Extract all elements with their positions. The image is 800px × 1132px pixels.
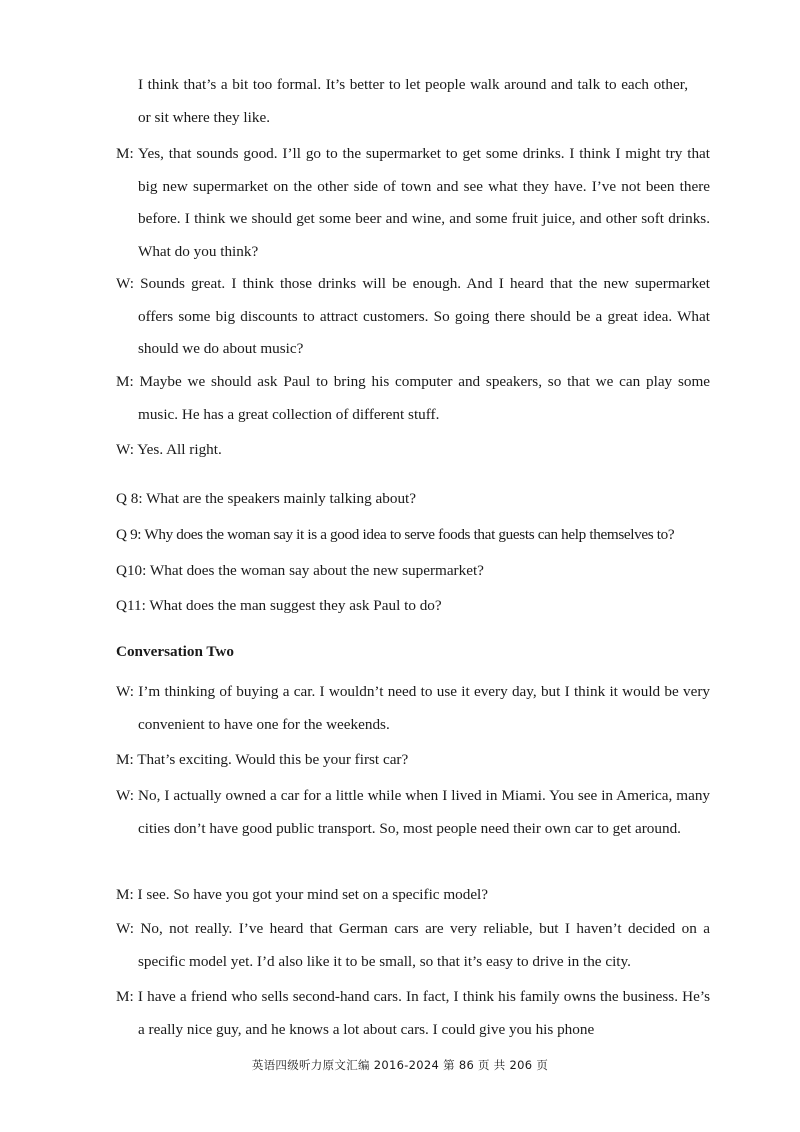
- speaker-label: M:: [116, 886, 134, 903]
- speaker-label: W:: [116, 920, 134, 937]
- dialogue-line: [116, 676, 710, 741]
- speaker-label: M:: [116, 145, 134, 162]
- dialogue-text: I see. So have you got your mind set on a specific model?: [137, 886, 489, 903]
- dialogue-line: [116, 744, 710, 777]
- dialogue-line: [116, 913, 710, 978]
- question-10: Q10: What does the woman say about the new supermarket?: [116, 562, 484, 579]
- page-footer: 英语四级听力原文汇编 2016-2024 第 86 页 共 206 页: [251, 1058, 549, 1072]
- question-8: Q 8: What are the speakers mainly talking about?: [116, 490, 416, 507]
- question-11: Q11: What does the man suggest they ask Paul to do?: [116, 597, 442, 614]
- dialogue-text: I’m thinking of buying a car. I wouldn’t need to use it every day, but I think it would be very convenient to have one for the weekends.: [138, 683, 711, 733]
- speaker-label: W:: [116, 441, 134, 458]
- dialogue-line-m2: [116, 366, 710, 431]
- dialogue-text: I have a friend who sells second-hand cars. In fact, I think his family owns the business. He’s a really nice guy, and he knows a lot about cars. I could give you his phone: [137, 988, 711, 1038]
- dialogue-line-w1: [116, 268, 710, 366]
- dialogue-text: No, not really. I’ve heard that German cars are very reliable, but I haven’t decided on a specific model yet. I’d also like it to be small, so that it’s easy to drive in the city.: [138, 920, 711, 970]
- dialogue-line-m1: [116, 138, 710, 268]
- speaker-label: M:: [116, 751, 134, 768]
- dialogue-text: Yes. All right.: [137, 441, 222, 458]
- section-heading: Conversation Two: [116, 643, 234, 660]
- speaker-label: M:: [116, 373, 134, 390]
- dialogue-text: Sounds great. I think those drinks will be enough. And I heard that the new supermarket offers some big discounts to attract customers. So going there should be a great idea. What should we do about music?: [138, 275, 711, 357]
- dialogue-text: Yes, that sounds good. I’ll go to the supermarket to get some drinks. I think I might try that big new supermarket on the other side of town and see what they have. I’ve not been there before. I think we should get some beer and wine, and some fruit juice, and other soft drinks. What do you think?: [138, 145, 710, 260]
- dialogue-line: [116, 780, 710, 845]
- dialogue-line-w2: [116, 434, 710, 467]
- speaker-label: M:: [116, 988, 134, 1005]
- dialogue-line: [116, 879, 710, 912]
- speaker-label: W:: [116, 683, 134, 700]
- speaker-label: W:: [116, 787, 134, 804]
- dialogue-text: Maybe we should ask Paul to bring his computer and speakers, so that we can play some music. He has a great collection of different stuff.: [138, 373, 710, 423]
- w-continued-paragraph: I think that’s a bit too formal. It’s better to let people walk around and talk to each other, or sit where they like.: [138, 76, 688, 126]
- dialogue-text: No, I actually owned a car for a little while when I lived in Miami. You see in America, many cities don’t have good public transport. So, most people need their own car to get around.: [138, 787, 711, 837]
- speaker-label: W:: [116, 275, 134, 292]
- dialogue-text: That’s exciting. Would this be your first car?: [137, 751, 409, 768]
- dialogue-line: [116, 981, 710, 1046]
- question-9: Q 9: Why does the woman say it is a good idea to serve foods that guests can help themselves to?: [116, 526, 675, 543]
